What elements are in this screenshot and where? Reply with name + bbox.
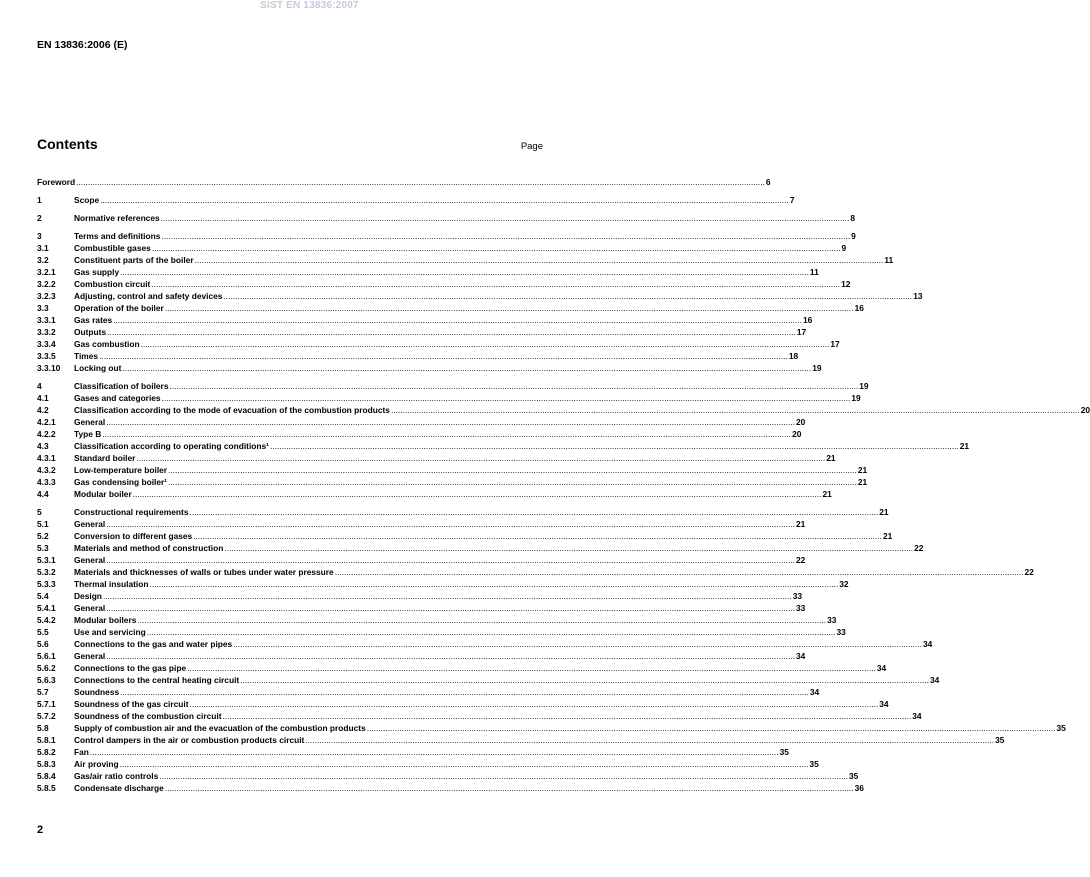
- toc-entry-page: 32: [839, 579, 849, 589]
- toc-entry-page: 6: [765, 177, 771, 187]
- toc-dot-leader: [120, 266, 809, 278]
- toc-entry-title: General: [74, 519, 106, 529]
- toc-entry-page: 20: [795, 417, 806, 427]
- toc-entry[interactable]: [37, 278, 851, 290]
- toc-entry-page: 22: [914, 543, 924, 553]
- toc-entry-page: 17: [830, 339, 840, 349]
- toc-entry[interactable]: [37, 518, 806, 530]
- toc-entry-number: 3.3.5: [37, 351, 56, 361]
- toc-dot-leader: [141, 338, 830, 350]
- toc-entry-title: Soundness of the combustion circuit: [74, 711, 222, 721]
- toc-entry-title: Gas/air ratio controls: [74, 771, 159, 781]
- toc-dot-leader: [305, 734, 994, 746]
- toc-entry-title: Classification according to the mode of evacuation of the combustion products: [74, 405, 390, 415]
- toc-entry[interactable]: [37, 662, 887, 674]
- toc-entry-title: Type B: [74, 429, 102, 439]
- toc-entry-title: Constituent parts of the boiler: [74, 255, 194, 265]
- toc-entry-page: 21: [822, 489, 832, 499]
- toc-entry-title: Scope: [74, 195, 100, 205]
- toc-entry-number: 5.3.2: [37, 567, 56, 577]
- toc-dot-leader: [189, 698, 878, 710]
- toc-dot-leader: [137, 614, 826, 626]
- toc-dot-leader: [120, 758, 809, 770]
- toc-entry-title: Connections to the gas and water pipes: [74, 639, 233, 649]
- toc-entry[interactable]: [37, 578, 849, 590]
- toc-entry-page: 21: [857, 465, 868, 475]
- toc-entry-title: Soundness: [74, 687, 120, 697]
- toc-entry-page: 34: [879, 699, 889, 709]
- toc-entry[interactable]: [37, 440, 970, 452]
- toc-entry-number: 2: [37, 213, 42, 223]
- toc-entry-title: Classification according to operating conditions¹: [74, 441, 269, 451]
- toc-entry[interactable]: [37, 770, 859, 782]
- toc-dot-leader: [152, 242, 841, 254]
- toc-dot-leader: [165, 782, 854, 794]
- toc-entry[interactable]: [37, 710, 922, 722]
- toc-entry-page: 9: [851, 231, 856, 241]
- toc-dot-leader: [76, 176, 765, 188]
- toc-dot-leader: [223, 710, 912, 722]
- toc-entry[interactable]: [37, 392, 861, 404]
- toc-entry-number: 3.2.1: [37, 267, 56, 277]
- toc-entry-title: General: [74, 417, 106, 427]
- toc-entry-number: 4.3.3: [37, 477, 56, 487]
- toc-entry-title: Constructional requirements: [74, 507, 189, 517]
- toc-entry-page: 35: [849, 771, 859, 781]
- toc-entry-title: Normative references: [74, 213, 160, 223]
- toc-entry-number: 4.3.2: [37, 465, 56, 475]
- toc-entry-page: 21: [826, 453, 836, 463]
- toc-entry-title: Classification of boilers: [74, 381, 169, 391]
- toc-entry-page: 9: [841, 243, 847, 253]
- toc-dot-leader: [106, 416, 795, 428]
- toc-dot-leader: [151, 278, 840, 290]
- toc-entry-number: 3.3: [37, 303, 49, 313]
- toc-dot-leader: [136, 452, 825, 464]
- toc-entry-title: Terms and definitions: [74, 231, 161, 241]
- watermark: SIST EN 13836:2007: [260, 0, 359, 11]
- toc-dot-leader: [193, 530, 882, 542]
- toc-dot-leader: [335, 566, 1024, 578]
- toc-entry-number: 3.3.2: [37, 327, 56, 337]
- toc-dot-leader: [195, 254, 884, 266]
- toc-entry-page: 33: [827, 615, 837, 625]
- toc-entry-number: 5.8.4: [37, 771, 56, 781]
- toc-entry-title: Modular boiler: [74, 489, 132, 499]
- toc-entry-page: 35: [995, 735, 1005, 745]
- toc-entry-number: 5.4.2: [37, 615, 56, 625]
- toc-entry-title: Gas combustion: [74, 339, 140, 349]
- toc-entry[interactable]: [37, 614, 837, 626]
- toc-dot-leader: [102, 428, 791, 440]
- toc-entry-number: 5.6.1: [37, 651, 56, 661]
- toc-dot-leader: [100, 194, 789, 206]
- toc-entry-number: 3.1: [37, 243, 49, 253]
- toc-dot-leader: [223, 290, 912, 302]
- toc-entry-title: Condensate discharge: [74, 783, 164, 793]
- toc-entry[interactable]: [37, 362, 822, 374]
- toc-entry[interactable]: [37, 530, 893, 542]
- toc-entry-number: 5.7: [37, 687, 49, 697]
- toc-entry[interactable]: [37, 476, 868, 488]
- toc-entry[interactable]: [37, 404, 1090, 416]
- toc-entry[interactable]: [37, 686, 820, 698]
- toc-entry-number: 5.2: [37, 531, 49, 541]
- toc-entry[interactable]: [37, 506, 889, 518]
- toc-entry-title: Connections to the central heating circuit: [74, 675, 240, 685]
- toc-entry-number: 4.3: [37, 441, 49, 451]
- toc-dot-leader: [103, 590, 792, 602]
- toc-entry-page: 36: [854, 783, 864, 793]
- toc-dot-leader: [122, 362, 811, 374]
- toc-entry-number: 5.3.3: [37, 579, 56, 589]
- toc-entry-page: 11: [809, 267, 819, 277]
- toc-entry-number: 4.1: [37, 393, 49, 403]
- toc-entry-title: General: [74, 603, 106, 613]
- toc-dot-leader: [233, 638, 922, 650]
- toc-entry-title: Standard boiler: [74, 453, 136, 463]
- toc-entry-number: 5.6.3: [37, 675, 56, 685]
- toc-entry-title: Foreword: [37, 177, 76, 187]
- toc-entry-title: Gas rates: [74, 315, 113, 325]
- toc-entry-page: 21: [882, 531, 893, 541]
- toc-entry-number: 3.2: [37, 255, 49, 265]
- toc-entry-number: 5.3: [37, 543, 49, 553]
- toc-entry-page: 20: [1080, 405, 1090, 415]
- toc-entry[interactable]: [37, 302, 864, 314]
- toc-entry-page: 35: [1056, 723, 1066, 733]
- toc-entry-page: 8: [850, 213, 856, 223]
- toc-entry-number: 5.4: [37, 591, 49, 601]
- toc-entry[interactable]: [37, 314, 813, 326]
- toc-dot-leader: [99, 350, 788, 362]
- toc-entry[interactable]: [37, 674, 940, 686]
- toc-entry-page: 22: [1024, 567, 1034, 577]
- toc-entry-number: 4.2.1: [37, 417, 56, 427]
- toc-entry[interactable]: [37, 194, 795, 206]
- toc-entry-title: Fan: [74, 747, 89, 757]
- toc-entry[interactable]: [37, 590, 803, 602]
- toc-entry-title: Modular boilers: [74, 615, 137, 625]
- toc-dot-leader: [165, 302, 854, 314]
- toc-entry-title: Gas supply: [74, 267, 120, 277]
- toc-entry-number: 5.5: [37, 627, 49, 637]
- toc-entry-page: 19: [859, 381, 869, 391]
- toc-entry-number: 5.8.5: [37, 783, 56, 793]
- toc-entry[interactable]: [37, 176, 771, 188]
- table-of-contents: [37, 176, 1090, 794]
- toc-entry-title: Supply of combustion air and the evacuation of the combustion products: [74, 723, 366, 733]
- toc-dot-leader: [367, 722, 1056, 734]
- toc-entry[interactable]: [37, 566, 1034, 578]
- toc-entry[interactable]: [37, 758, 819, 770]
- toc-dot-leader: [168, 464, 857, 476]
- toc-entry-number: 5.1: [37, 519, 49, 529]
- toc-entry-title: Combustible gases: [74, 243, 151, 253]
- toc-entry[interactable]: [37, 782, 864, 794]
- toc-entry[interactable]: [37, 338, 840, 350]
- contents-heading: Contents: [37, 136, 98, 152]
- toc-entry[interactable]: [37, 542, 924, 554]
- toc-dot-leader: [270, 440, 959, 452]
- toc-entry-page: 34: [795, 651, 806, 661]
- toc-entry-title: Combustion circuit: [74, 279, 151, 289]
- toc-entry-title: Low-temperature boiler: [74, 465, 168, 475]
- toc-entry-page: 19: [812, 363, 822, 373]
- toc-entry-page: 21: [879, 507, 889, 517]
- toc-entry-title: Soundness of the gas circuit: [74, 699, 189, 709]
- toc-dot-leader: [147, 626, 836, 638]
- toc-entry[interactable]: [37, 464, 868, 476]
- toc-dot-leader: [169, 380, 858, 392]
- toc-entry-number: 3.3.1: [37, 315, 56, 325]
- toc-entry-title: General: [74, 651, 106, 661]
- toc-entry[interactable]: [37, 602, 806, 614]
- toc-dot-leader: [187, 662, 876, 674]
- toc-dot-leader: [161, 212, 850, 224]
- toc-dot-leader: [224, 542, 913, 554]
- toc-entry-page: 34: [876, 663, 887, 673]
- toc-entry-number: 3.3.4: [37, 339, 56, 349]
- toc-entry-number: 5.8.1: [37, 735, 56, 745]
- toc-entry-page: 12: [841, 279, 851, 289]
- toc-entry[interactable]: [37, 230, 856, 242]
- toc-entry[interactable]: [37, 698, 889, 710]
- toc-entry[interactable]: [37, 554, 806, 566]
- toc-dot-leader: [149, 578, 838, 590]
- toc-entry-title: Air proving: [74, 759, 119, 769]
- toc-entry-number: 5.8.3: [37, 759, 56, 769]
- toc-entry-title: Design: [74, 591, 102, 601]
- toc-entry-number: 5.7.1: [37, 699, 56, 709]
- toc-entry[interactable]: [37, 746, 789, 758]
- toc-entry-title: General: [74, 555, 106, 565]
- toc-entry[interactable]: [37, 266, 819, 278]
- toc-dot-leader: [107, 326, 796, 338]
- toc-entry-title: Connections to the gas pipe: [74, 663, 187, 673]
- toc-entry[interactable]: [37, 290, 923, 302]
- toc-entry-title: Gases and categories: [74, 393, 161, 403]
- toc-entry-page: 13: [913, 291, 923, 301]
- toc-entry-number: 4: [37, 381, 42, 391]
- toc-dot-leader: [240, 674, 929, 686]
- toc-dot-leader: [161, 230, 850, 242]
- toc-entry-number: 5.3.1: [37, 555, 56, 565]
- toc-entry-number: 3: [37, 231, 42, 241]
- toc-entry-title: Locking out: [74, 363, 122, 373]
- toc-entry-title: Control dampers in the air or combustion products circuit: [74, 735, 305, 745]
- toc-entry-number: 4.3.1: [37, 453, 56, 463]
- toc-entry[interactable]: [37, 416, 806, 428]
- toc-entry-number: 1: [37, 195, 42, 205]
- toc-entry-title: Gas condensing boiler¹: [74, 477, 168, 487]
- toc-entry-page: 35: [809, 759, 819, 769]
- toc-entry-page: 35: [779, 747, 789, 757]
- document-id: EN 13836:2006 (E): [37, 39, 128, 51]
- toc-dot-leader: [159, 770, 848, 782]
- toc-entry-number: 4.2: [37, 405, 49, 415]
- toc-entry-number: 5.4.1: [37, 603, 56, 613]
- page-number: 2: [37, 824, 44, 836]
- toc-entry-page: 11: [884, 255, 894, 265]
- toc-entry-number: 4.4: [37, 489, 49, 499]
- toc-entry[interactable]: [37, 638, 933, 650]
- toc-entry-number: 3.3.10: [37, 363, 61, 373]
- toc-entry-page: 17: [796, 327, 807, 337]
- toc-entry-page: 34: [922, 639, 933, 649]
- toc-entry-number: 5.6.2: [37, 663, 56, 673]
- toc-entry-page: 34: [809, 687, 820, 697]
- toc-entry-number: 5.8: [37, 723, 49, 733]
- toc-dot-leader: [106, 650, 795, 662]
- toc-entry-number: 5: [37, 507, 42, 517]
- toc-entry-page: 33: [792, 591, 803, 601]
- toc-dot-leader: [133, 488, 822, 500]
- toc-entry-number: 3.2.2: [37, 279, 56, 289]
- toc-entry-page: 19: [851, 393, 861, 403]
- toc-entry-page: 16: [802, 315, 813, 325]
- toc-entry-number: 4.2.2: [37, 429, 56, 439]
- toc-entry[interactable]: [37, 722, 1066, 734]
- toc-entry-title: Use and servicing: [74, 627, 146, 637]
- toc-dot-leader: [189, 506, 878, 518]
- toc-entry-number: 3.2.3: [37, 291, 56, 301]
- toc-entry[interactable]: [37, 242, 847, 254]
- toc-entry-page: 22: [795, 555, 806, 565]
- toc-entry[interactable]: [37, 350, 799, 362]
- toc-entry-title: Times: [74, 351, 99, 361]
- toc-entry-page: 33: [795, 603, 806, 613]
- toc-entry-page: 16: [854, 303, 864, 313]
- toc-dot-leader: [106, 554, 795, 566]
- toc-entry-title: Conversion to different gases: [74, 531, 193, 541]
- toc-entry-page: 34: [929, 675, 940, 685]
- toc-dot-leader: [168, 476, 857, 488]
- toc-entry-number: 5.6: [37, 639, 49, 649]
- toc-entry[interactable]: [37, 326, 807, 338]
- toc-entry-title: Operation of the boiler: [74, 303, 164, 313]
- toc-entry-title: Materials and method of construction: [74, 543, 224, 553]
- page-column-label: Page: [520, 141, 543, 152]
- toc-entry-title: Thermal insulation: [74, 579, 149, 589]
- toc-dot-leader: [113, 314, 802, 326]
- toc-entry-title: Outputs: [74, 327, 107, 337]
- toc-entry-page: 20: [792, 429, 802, 439]
- toc-entry[interactable]: [37, 650, 806, 662]
- toc-dot-leader: [391, 404, 1080, 416]
- toc-entry[interactable]: [37, 254, 894, 266]
- toc-entry[interactable]: [37, 452, 836, 464]
- toc-dot-leader: [106, 602, 795, 614]
- toc-entry-title: Materials and thicknesses of walls or tubes under water pressure: [74, 567, 334, 577]
- toc-entry-number: 5.8.2: [37, 747, 56, 757]
- toc-entry-page: 21: [795, 519, 806, 529]
- toc-entry-page: 21: [959, 441, 970, 451]
- toc-entry-page: 34: [912, 711, 922, 721]
- toc-entry[interactable]: [37, 380, 869, 392]
- toc-entry[interactable]: [37, 212, 856, 224]
- toc-dot-leader: [120, 686, 809, 698]
- toc-dot-leader: [106, 518, 795, 530]
- toc-entry-page: 33: [836, 627, 846, 637]
- toc-dot-leader: [90, 746, 779, 758]
- toc-entry[interactable]: [37, 428, 802, 440]
- toc-entry-page: 18: [788, 351, 799, 361]
- toc-entry-page: 7: [789, 195, 795, 205]
- toc-entry[interactable]: [37, 734, 1005, 746]
- toc-entry-page: 21: [857, 477, 868, 487]
- toc-entry[interactable]: [37, 626, 846, 638]
- toc-entry-title: Adjusting, control and safety devices: [74, 291, 223, 301]
- toc-entry-number: 5.7.2: [37, 711, 56, 721]
- toc-entry[interactable]: [37, 488, 832, 500]
- toc-dot-leader: [162, 392, 851, 404]
